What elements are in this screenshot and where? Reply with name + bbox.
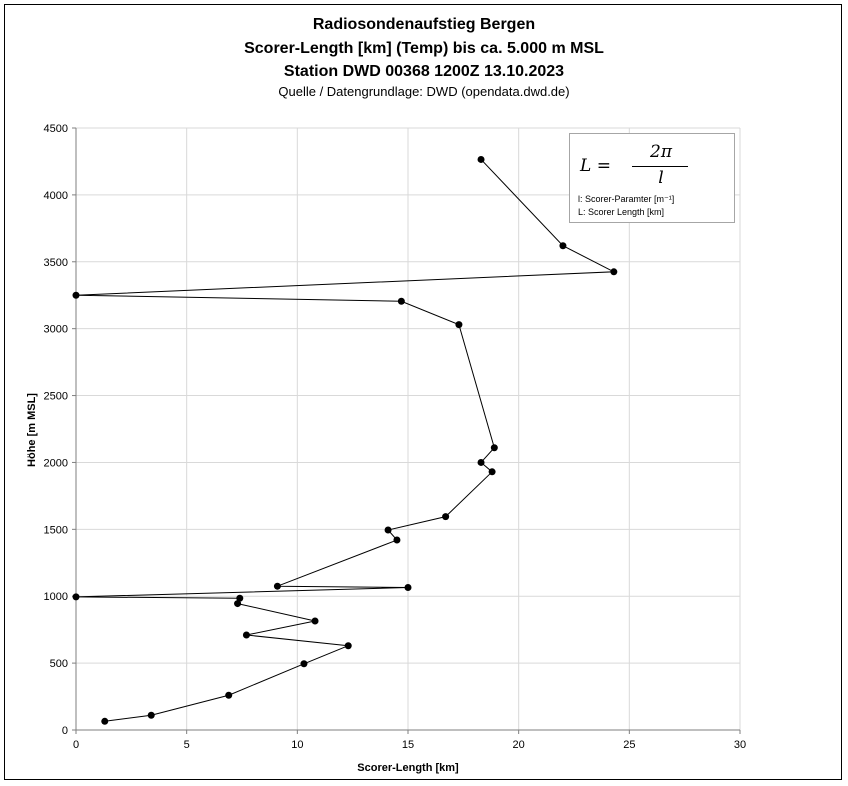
y-tick-label: 2500	[43, 390, 68, 403]
data-point	[455, 321, 462, 328]
data-point	[225, 692, 232, 699]
data-point	[73, 593, 80, 600]
y-tick-label: 3500	[43, 256, 68, 269]
x-axis-label: Scorer-Length [km]	[357, 762, 459, 774]
series	[73, 156, 618, 725]
y-tick-label: 500	[49, 658, 68, 671]
formula-legend-L: L: Scorer Length [km]	[578, 207, 665, 217]
data-point	[236, 595, 243, 602]
data-point	[398, 298, 405, 305]
y-tick-label: 1500	[43, 524, 68, 537]
data-point	[73, 292, 80, 299]
formula-denominator: l	[658, 168, 664, 188]
formula-box	[569, 133, 735, 223]
y-tick-label: 4500	[43, 123, 68, 135]
data-point	[489, 468, 496, 475]
formula-lhs: L =	[580, 156, 611, 176]
data-point	[559, 242, 566, 249]
x-tick-label: 20	[512, 739, 525, 751]
chart-title-line-2: Scorer-Length [km] (Temp) bis ca. 5.000 m MSL	[244, 40, 604, 57]
data-point	[274, 583, 281, 590]
data-point	[610, 268, 617, 275]
data-point	[478, 459, 485, 466]
data-point	[478, 156, 485, 163]
y-tick-label: 1000	[43, 591, 68, 604]
y-tick-label: 2000	[43, 457, 68, 470]
formula-fraction-bar	[632, 166, 688, 167]
data-point	[101, 718, 108, 725]
y-tick-label: 4000	[43, 189, 68, 202]
x-tick-label: 0	[72, 739, 80, 751]
x-tick-label: 5	[183, 739, 190, 751]
y-axis-label: Höhe [m MSL]	[26, 393, 38, 467]
formula-numerator: 2π	[650, 142, 672, 162]
data-point	[312, 617, 319, 624]
data-point	[393, 537, 400, 544]
x-tick-label: 25	[623, 739, 636, 751]
chart-title-line-3: Station DWD 00368 1200Z 13.10.2023	[283, 63, 565, 80]
chart-title-line-1: Radiosondenaufstieg Bergen	[312, 16, 536, 33]
data-point	[385, 527, 392, 534]
data-point	[442, 513, 449, 520]
data-point	[491, 444, 498, 451]
x-tick-label: 30	[733, 739, 747, 751]
x-tick-label: 10	[291, 739, 304, 751]
y-tick-label: 3000	[43, 323, 68, 336]
data-point	[300, 660, 307, 667]
data-point	[345, 642, 352, 649]
formula-legend-l: l: Scorer-Paramter [m⁻¹]	[578, 194, 675, 204]
x-tick-label: 15	[401, 739, 415, 751]
data-point	[405, 584, 412, 591]
chart-subtitle: Quelle / Datengrundlage: DWD (opendata.dwd.de)	[278, 84, 570, 99]
data-point	[148, 712, 155, 719]
data-point	[243, 632, 250, 639]
series-line	[76, 159, 614, 721]
y-tick-label: 0	[61, 725, 68, 737]
